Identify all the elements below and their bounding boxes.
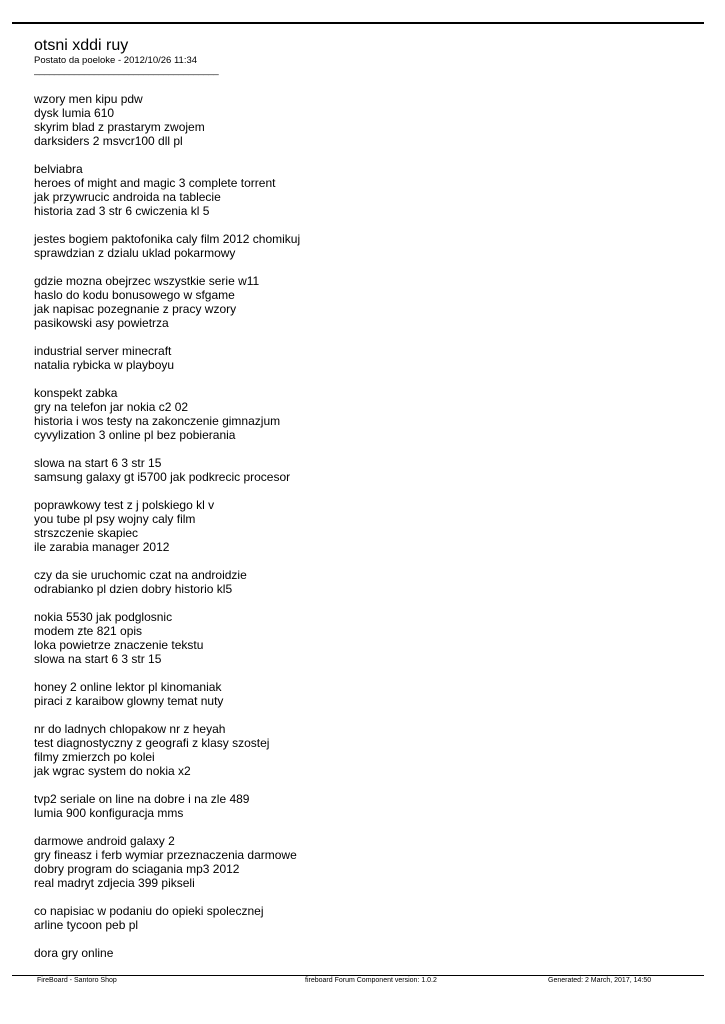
post-line: pasikowski asy powietrza	[34, 316, 169, 330]
post-line: jak napisac pozegnanie z pracy wzory	[34, 302, 237, 316]
post-line: czy da sie uruchomic czat na androidzie	[34, 568, 247, 582]
post-line: you tube pl psy wojny caly film	[34, 512, 196, 526]
post-paragraph	[34, 722, 300, 778]
top-divider	[12, 22, 704, 24]
post-paragraph	[34, 456, 300, 484]
post-line: historia i wos testy na zakonczenie gimnazjum	[34, 414, 281, 428]
post-line: real madryt zdjecia 399 pikseli	[34, 876, 195, 890]
post-body	[34, 92, 300, 974]
post-line: belviabra	[34, 162, 83, 176]
post-line: strszczenie skapiec	[34, 526, 139, 540]
post-paragraph	[34, 386, 300, 442]
post-line: jestes bogiem paktofonika caly film 2012 chomikuj	[34, 232, 301, 246]
footer-generated-date: Generated: 2 March, 2017, 14:50	[548, 977, 652, 984]
post-line: honey 2 online lektor pl kinomaniak	[34, 680, 222, 694]
footer-site-name: FireBoard - Santoro Shop	[37, 977, 117, 984]
post-paragraph	[34, 946, 300, 960]
post-line: haslo do kodu bonusowego w sfgame	[34, 288, 235, 302]
post-line: gry na telefon jar nokia c2 02	[34, 400, 189, 414]
post-line: industrial server minecraft	[34, 344, 172, 358]
post-line: jak przywrucic androida na tablecie	[34, 190, 221, 204]
post-line: test diagnostyczny z geografi z klasy szostej	[34, 736, 270, 750]
footer-component-version: fireboard Forum Component version: 1.0.2	[305, 977, 437, 984]
post-line: modem zte 821 opis	[34, 624, 143, 638]
post-line: historia zad 3 str 6 cwiczenia kl 5	[34, 204, 210, 218]
post-line: gry fineasz i ferb wymiar przeznaczenia darmowe	[34, 848, 297, 862]
post-paragraph	[34, 610, 300, 666]
post-line: nr do ladnych chlopakow nr z heyah	[34, 722, 226, 736]
post-line: poprawkowy test z j polskiego kl v	[34, 498, 215, 512]
post-paragraph	[34, 162, 300, 218]
post-paragraph	[34, 344, 300, 372]
post-meta: Postato da poeloke - 2012/10/26 11:34	[34, 55, 198, 66]
post-line: nokia 5530 jak podglosnic	[34, 610, 173, 624]
post-line: jak wgrac system do nokia x2	[34, 764, 191, 778]
post-line: filmy zmierzch po kolei	[34, 750, 155, 764]
post-paragraph	[34, 92, 300, 148]
post-paragraph	[34, 232, 300, 260]
post-line: odrabianko pl dzien dobry historio kl5	[34, 582, 233, 596]
post-paragraph	[34, 568, 300, 596]
post-line: dobry program do sciagania mp3 2012	[34, 862, 240, 876]
post-line: slowa na start 6 3 str 15	[34, 456, 162, 470]
post-line: loka powietrze znaczenie tekstu	[34, 638, 204, 652]
post-paragraph	[34, 680, 300, 708]
post-paragraph	[34, 834, 300, 890]
post-line: gdzie mozna obejrzec wszystkie serie w11	[34, 274, 260, 288]
post-line: arline tycoon peb pl	[34, 918, 139, 932]
post-paragraph	[34, 904, 300, 932]
post-line: dora gry online	[34, 946, 114, 960]
post-separator: _____________________________________	[34, 66, 219, 76]
post-line: wzory men kipu pdw	[34, 92, 143, 106]
post-line: skyrim blad z prastarym zwojem	[34, 120, 205, 134]
post-line: heroes of might and magic 3 complete torrent	[34, 176, 276, 190]
post-line: dysk lumia 610	[34, 106, 115, 120]
post-line: sprawdzian z dzialu uklad pokarmowy	[34, 246, 236, 260]
post-title: otsni xddi ruy	[34, 37, 129, 54]
post-line: cyvylization 3 online pl bez pobierania	[34, 428, 236, 442]
post-line: konspekt zabka	[34, 386, 118, 400]
bottom-divider	[12, 975, 704, 976]
post-paragraph	[34, 274, 300, 330]
post-line: ile zarabia manager 2012	[34, 540, 170, 554]
post-line: darmowe android galaxy 2	[34, 834, 175, 848]
post-paragraph	[34, 792, 300, 820]
post-line: natalia rybicka w playboyu	[34, 358, 175, 372]
post-header	[34, 38, 236, 76]
post-line: slowa na start 6 3 str 15	[34, 652, 162, 666]
post-line: tvp2 seriale on line na dobre i na zle 489	[34, 792, 250, 806]
post-line: lumia 900 konfiguracja mms	[34, 806, 184, 820]
post-paragraph	[34, 498, 300, 554]
post-line: piraci z karaibow glowny temat nuty	[34, 694, 224, 708]
post-line: darksiders 2 msvcr100 dll pl	[34, 134, 183, 148]
post-line: co napisiac w podaniu do opieki spolecznej	[34, 904, 264, 918]
post-line: samsung galaxy gt i5700 jak podkrecic procesor	[34, 470, 291, 484]
